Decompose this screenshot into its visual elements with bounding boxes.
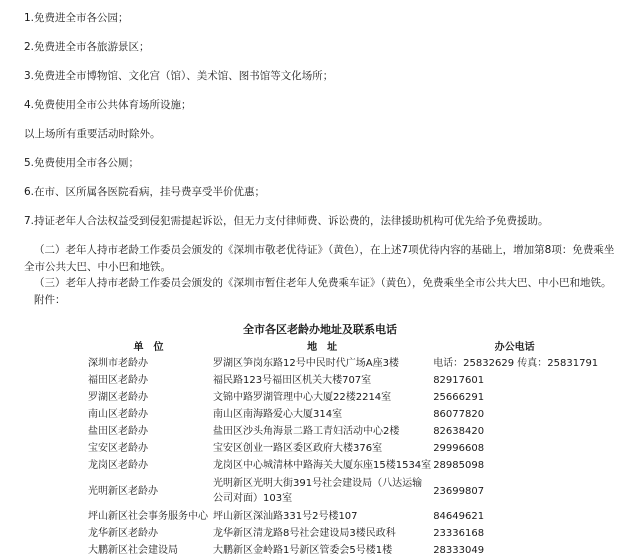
item-6: 6.在市、区所属各医院看病，挂号费享受半价优惠；: [24, 186, 266, 198]
cell-phone: 28333049: [433, 545, 485, 556]
cell-address: 宝安区创业一路区委区政府大楼376室: [213, 443, 383, 454]
cell-phone: 86077820: [433, 409, 485, 420]
cell-phone: 25666291: [433, 392, 485, 403]
table-row: [84, 457, 598, 474]
cell-address: 大鹏新区金岭路1号新区管委会5号楼1楼: [213, 545, 393, 556]
cell-phone: 82917601: [433, 375, 485, 386]
cell-unit: 南山区老龄办: [88, 409, 148, 420]
table-row: [84, 542, 598, 559]
table-row: [84, 406, 598, 423]
cell-address: 福民路123号福田区机关大楼707室: [213, 375, 372, 386]
item-5: 5.免费使用全市各公厕；: [24, 157, 140, 169]
cell-unit: 罗湖区老龄办: [88, 392, 148, 403]
cell-address: 坪山新区深汕路331号2号楼107: [213, 511, 358, 522]
cell-address: 文锦中路罗湖管理中心大厦22楼2214室: [213, 392, 392, 403]
cell-address: 罗湖区笋岗东路12号中民时代广场A座3楼: [213, 358, 399, 369]
table-row: [84, 508, 598, 525]
table-row: [84, 372, 598, 389]
item-4: 4.免费使用全市公共体育场所设施；: [24, 99, 192, 111]
attachment-label: 附件：: [34, 294, 66, 306]
cell-address: 盐田区沙头角海景二路工青妇活动中心2楼: [213, 426, 400, 437]
cell-unit: 大鹏新区社会建设局: [88, 545, 178, 556]
item-1: 1.免费进全市各公园；: [24, 12, 129, 24]
cell-phone: 23699807: [433, 485, 485, 497]
item-3: 3.免费进全市博物馆、文化宫（馆）、美术馆、图书馆等文化场所；: [24, 70, 334, 82]
cell-phone: 电话：25832629 传真：25831791: [433, 358, 599, 369]
cell-phone: 28985098: [433, 460, 485, 471]
cell-unit: 宝安区老龄办: [88, 443, 148, 454]
cell-phone: 84649621: [433, 511, 485, 522]
table-header-row: [84, 340, 598, 355]
paragraph-3: （三）老年人持市老龄工作委员会颁发的《深圳市暂住老年人免费乘车证》（黄色），免费乘坐全市公共大巴、中小巴和地铁。: [34, 277, 612, 289]
cell-address: 光明新区光明大街391号社会建设局（八达运输公司对面）103室: [213, 478, 423, 504]
cell-phone: 82638420: [433, 426, 485, 437]
cell-unit: 福田区老龄办: [88, 375, 148, 386]
header-address: 地 址: [307, 342, 338, 353]
table-row: [84, 389, 598, 406]
office-table: [84, 340, 598, 559]
item-4-note: 以上场所有重要活动时除外。: [24, 128, 161, 140]
table-row: [84, 423, 598, 440]
cell-phone: 23336168: [433, 528, 485, 539]
table-row: [84, 355, 598, 372]
cell-unit: 深圳市老龄办: [88, 358, 148, 369]
cell-phone: 29996608: [433, 443, 485, 454]
table-row: [84, 525, 598, 542]
cell-unit: 光明新区老龄办: [88, 485, 158, 497]
table-row: [84, 474, 598, 508]
header-unit: 单 位: [133, 342, 164, 353]
cell-unit: 盐田区老龄办: [88, 426, 148, 437]
cell-unit: 龙华新区老龄办: [88, 528, 158, 539]
cell-address: 南山区南海路爱心大厦314室: [213, 409, 343, 420]
cell-address: 龙岗区中心城清林中路海关大厦东座15楼1534室: [213, 460, 432, 471]
cell-unit: 龙岗区老龄办: [88, 460, 148, 471]
paragraph-2: （二）老年人持市老龄工作委员会颁发的《深圳市敬老优待证》（黄色），在上述7项优待内容的基础上，增加第8项：免费乘坐全市公共大巴、中小巴和地铁。: [24, 244, 615, 273]
item-7: 7.持证老年人合法权益受到侵犯需提起诉讼，但无力支付律师费、诉讼费的，法律援助机构可优先给予免费援助。: [24, 215, 549, 227]
cell-address: 龙华新区清龙路8号社会建设局3楼民政科: [213, 528, 396, 539]
header-phone: 办公电话: [494, 342, 535, 353]
item-2: 2.免费进全市各旅游景区；: [24, 41, 150, 53]
table-title: 全市各区老龄办地址及联系电话: [243, 323, 397, 336]
table-row: [84, 440, 598, 457]
cell-unit: 坪山新区社会事务服务中心: [88, 511, 208, 522]
